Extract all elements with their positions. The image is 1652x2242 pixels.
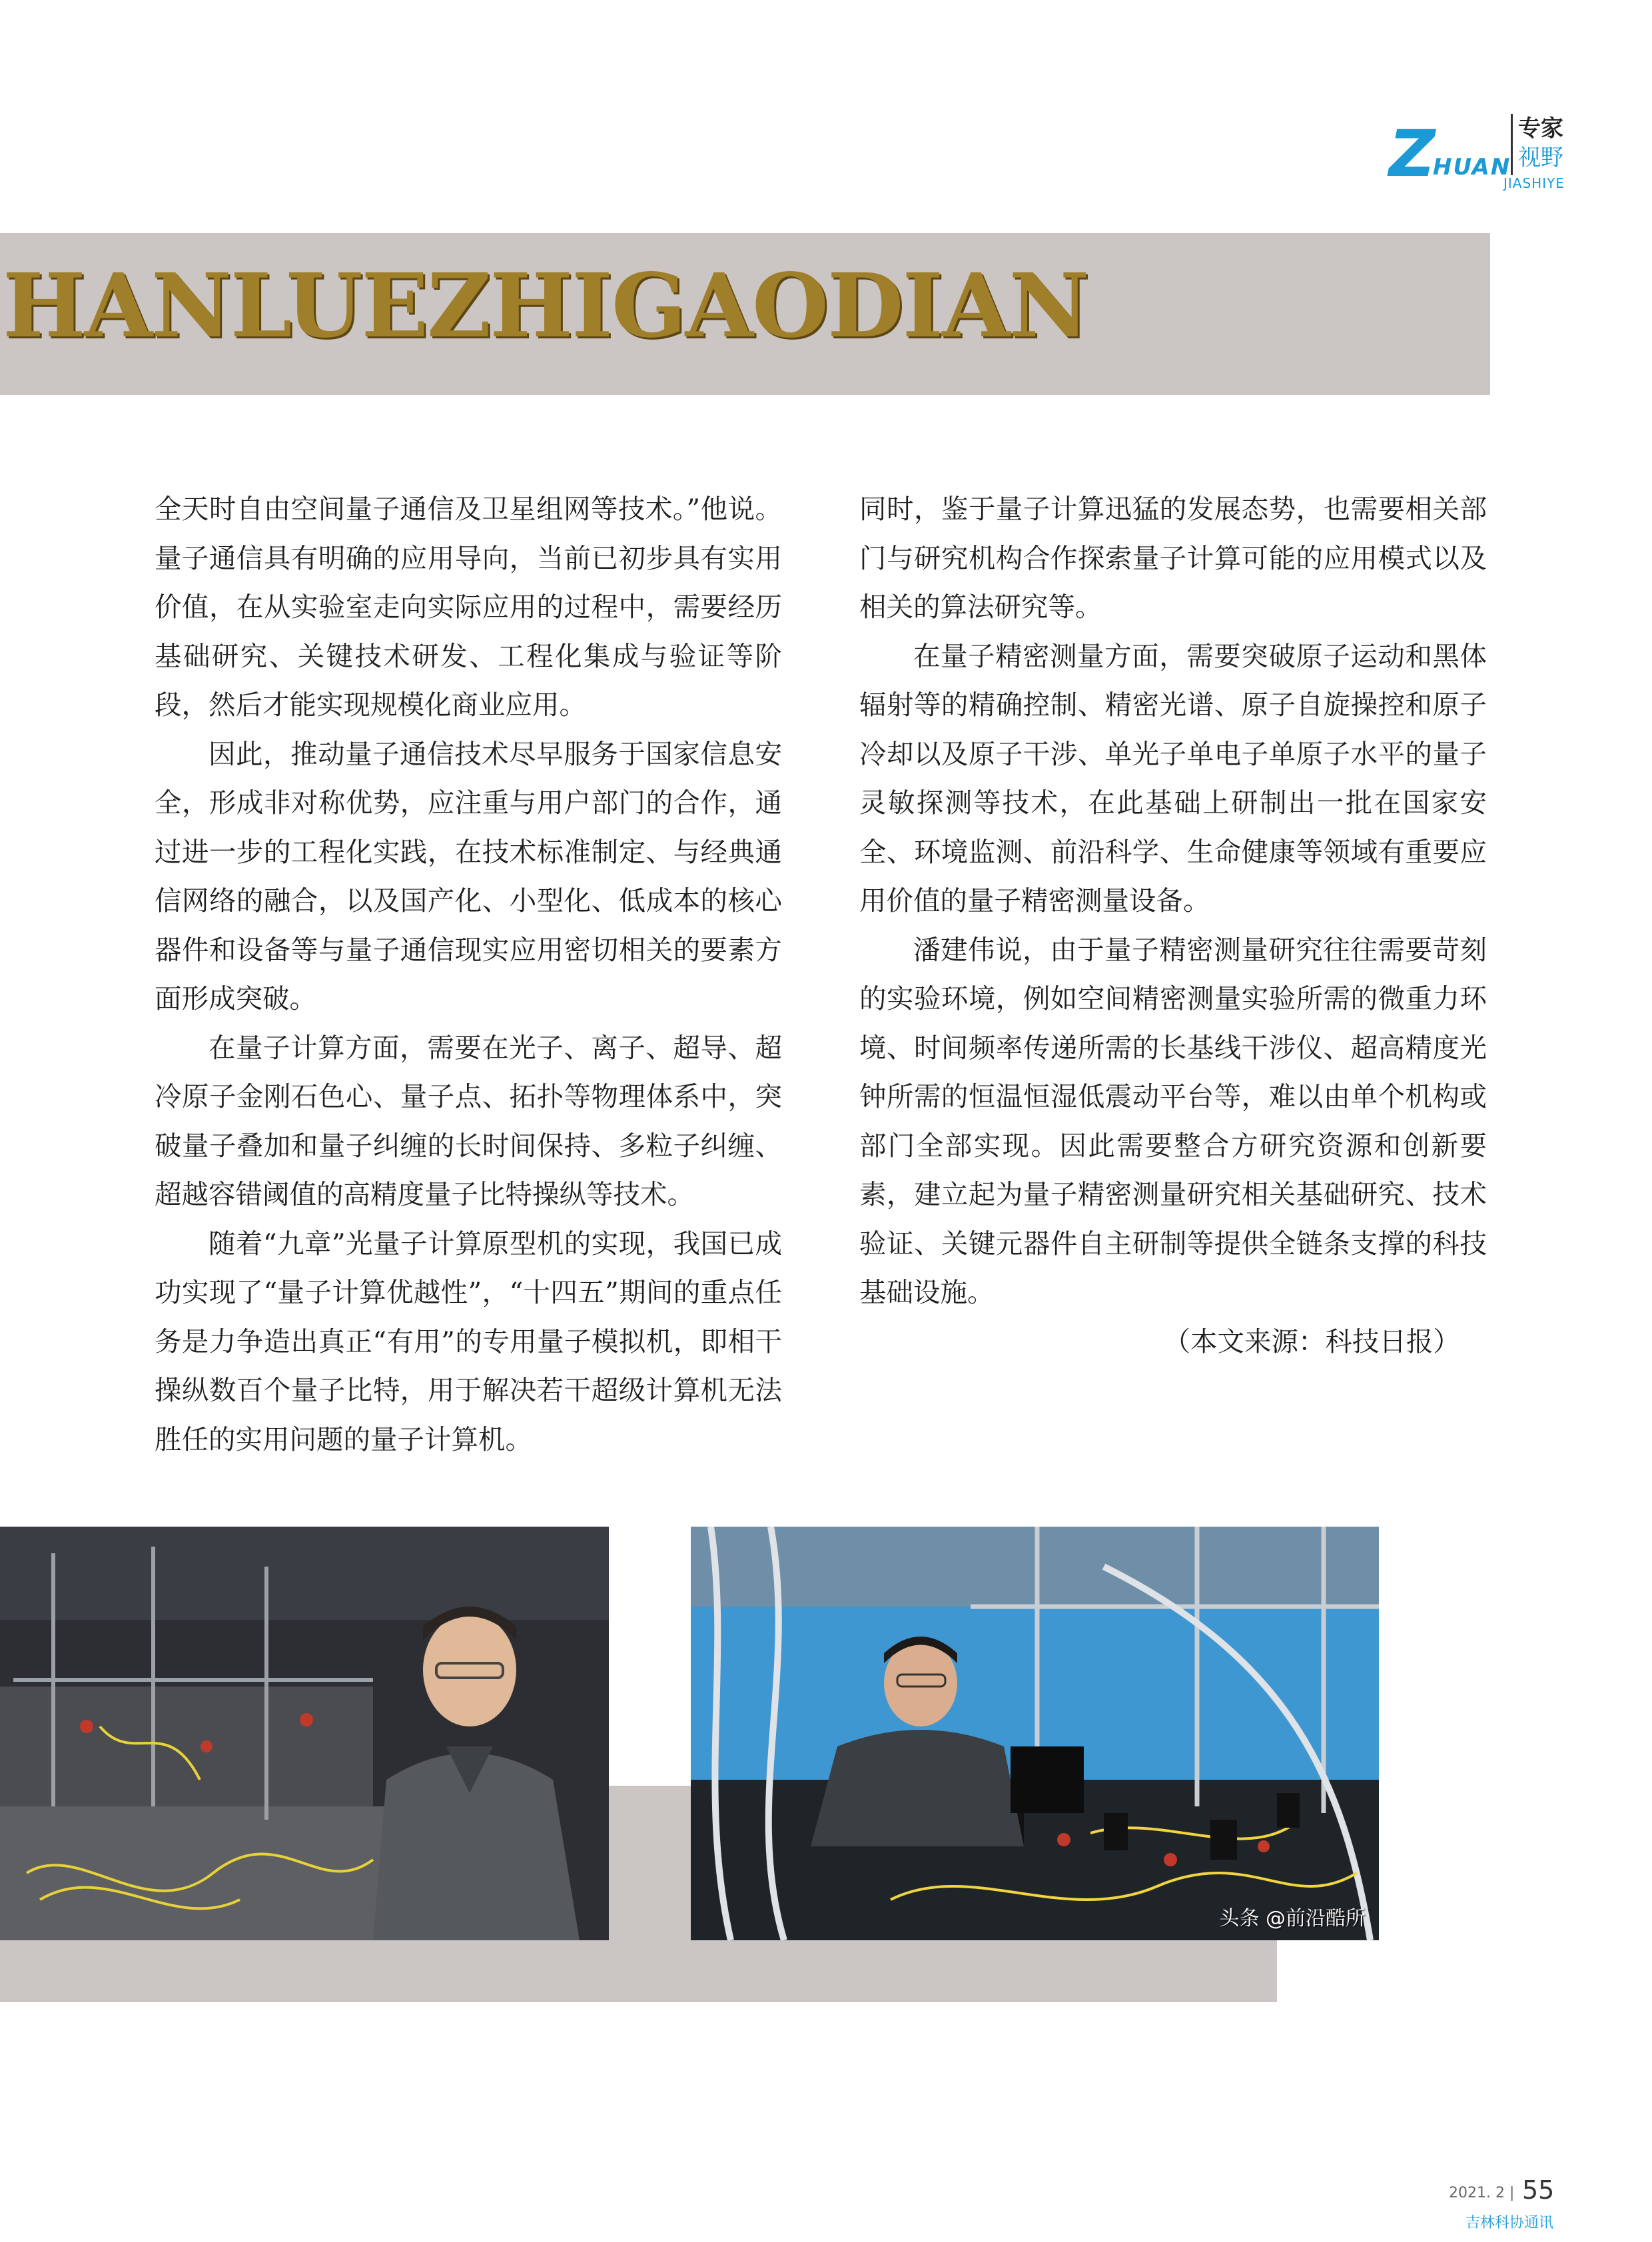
page-number: 55 [1522,2175,1555,2205]
article-column-right [859,485,1487,1366]
lab-photo-left [0,1527,609,1940]
article-column-left [155,485,782,1464]
logo-z: Z [1389,117,1436,191]
magazine-logo [1389,110,1565,190]
paragraph: 因此，推动量子通信技术尽早服务于国家信息安全，形成非对称优势，应注重与用户部门的合作，通过进一步的工程化实践，在技术标准制定、与经典通信网络的融合，以及国产化、小型化、低成本的核心器件和设备等与量子通信现实应用密切相关的要素方面形成突破。 [155,737,782,1014]
paragraph: 在量子计算方面，需要在光子、离子、超导、超冷原子金刚石色心、量子点、拓扑等物理体系中，突破量子叠加和量子纠缠的长时间保持、多粒子纠缠、超越容错阈值的高精度量子比特操纵等技术。 [155,1031,782,1210]
logo-pinyin: JIASHIYE [1503,175,1565,191]
photo-watermark: 头条 @前沿酷所 [1219,1907,1366,1930]
logo-zhuanjia: 专家 [1518,115,1563,142]
logo-huan: HUAN [1433,154,1511,181]
paragraph: 同时，鉴于量子计算迅猛的发展态势，也需要相关部门与研究机构合作探索量子计算可能的应用模式以及相关的算法研究等。 [859,493,1487,623]
logo-shiye: 视野 [1518,145,1563,171]
lab-photo-right [691,1527,1379,1940]
paragraph: 潘建伟说，由于量子精密测量研究往往需要苛刻的实验环境，例如空间精密测量实验所需的微重力环境、时间频率传递所需的长基线干涉仪、超高精度光钟所需的恒温恒湿低震动平台等，难以由单个机构或部门全部实现。因此需要整合方研究资源和创新要素，建立起为量子精密测量研究相关基础研究、技术验证、关键元器件自主研制等提供全链条支撑的科技基础设施。 [859,933,1487,1308]
logo-divider [1511,114,1513,175]
magazine-name: 吉林科协通讯 [1465,2215,1554,2231]
section-title: HANLUEZHIGAODIAN [3,254,1088,358]
lab-photo-right-image [691,1527,1379,1940]
paragraph: 在量子精密测量方面，需要突破原子运动和黑体辐射等的精确控制、精密光谱、原子自旋操控和原子冷却以及原子干涉、单光子单电子单原子水平的量子灵敏探测等技术，在此基础上研制出一批在国家安全、环境监测、前沿科学、生命健康等领域有重要应用价值的量子精密测量设备。 [859,639,1487,917]
footer-issue: 2021. 2 | [1449,2185,1515,2201]
paragraph: 随着“九章”光量子计算原型机的实现，我国已成功实现了“量子计算优越性”，“十四五”期间的重点任务是力争造出真正“有用”的专用量子模拟机，即相干操纵数百个量子比特，用于解决若干超级计算机无法胜任的实用问题的量子计算机。 [155,1227,782,1455]
article-source: （本文来源：科技日报） [1163,1325,1460,1357]
lab-photo-left-image [0,1527,609,1940]
paragraph: 全天时自由空间量子通信及卫星组网等技术。”他说。量子通信具有明确的应用导向，当前已初步具有实用价值，在从实验室走向实际应用的过程中，需要经历基础研究、关键技术研发、工程化集成与验证等阶段，然后才能实现规模化商业应用。 [155,493,782,721]
